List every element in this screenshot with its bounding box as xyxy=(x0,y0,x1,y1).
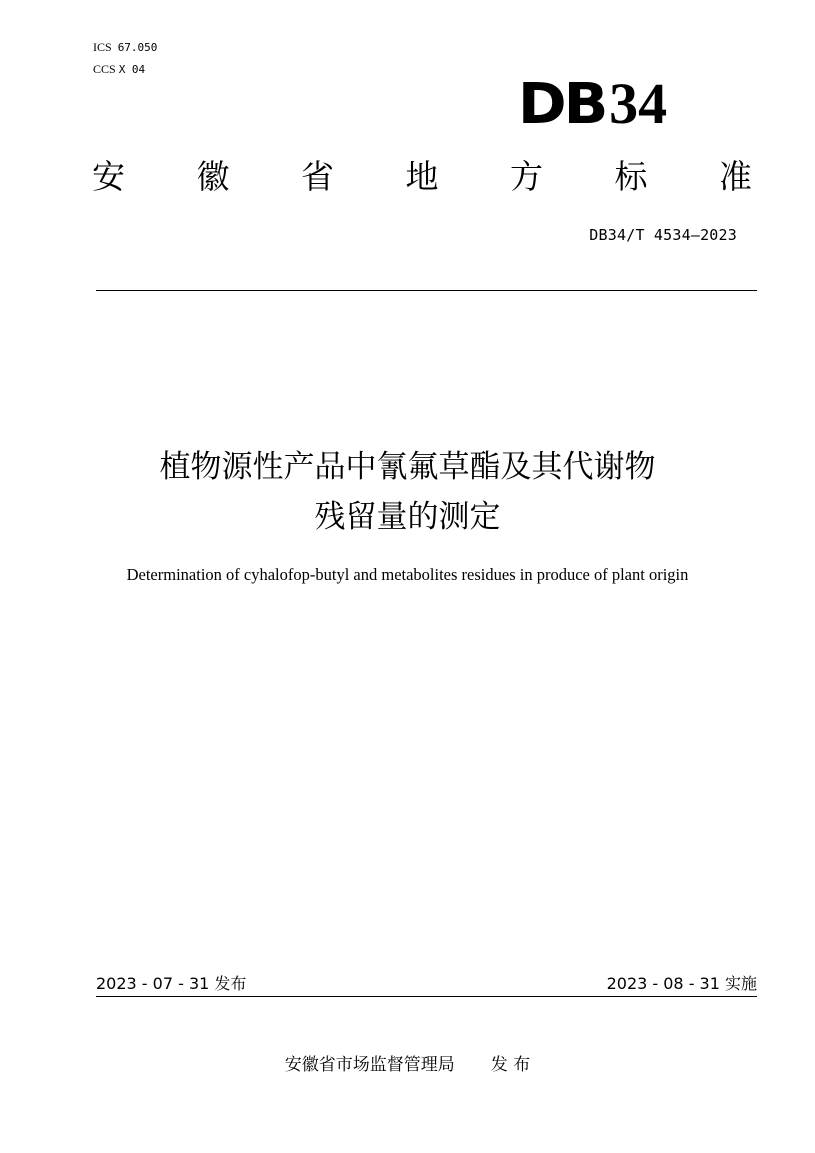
title-zh-line1: 植物源性产品中氰氟草酯及其代谢物 xyxy=(159,449,656,485)
document-title-en: Determination of cyhalofop-butyl and metabolites residues in produce of plant origin xyxy=(126,565,689,584)
logo-number: 34 xyxy=(609,71,668,136)
document-title-zh xyxy=(0,442,815,542)
issue-date: 2023 - 07 - 31 发布 xyxy=(96,974,247,993)
standard-type-char: 方 xyxy=(510,157,543,196)
publisher-line xyxy=(0,1054,815,1076)
ccs-classification xyxy=(93,62,145,77)
ccs-label: CCS xyxy=(93,62,116,76)
standard-type-char: 准 xyxy=(719,157,752,196)
standard-type-char: 徽 xyxy=(196,157,230,196)
ccs-code: X 04 xyxy=(118,63,146,76)
standard-type-char: 省 xyxy=(301,157,334,196)
db34-logo xyxy=(517,71,668,137)
title-zh-line2: 残留量的测定 xyxy=(314,499,501,535)
ics-classification xyxy=(93,40,157,55)
standard-type-char: 安 xyxy=(92,157,125,196)
top-divider xyxy=(96,290,757,291)
standard-type-char: 地 xyxy=(405,157,439,196)
publish-action: 发 布 xyxy=(490,1055,531,1075)
publisher-name: 安徽省市场监督管理局 xyxy=(284,1055,455,1075)
standard-type-title xyxy=(92,154,752,200)
standard-number: DB34/T 4534—2023 xyxy=(589,226,737,244)
ics-code: 67.050 xyxy=(117,41,158,54)
ics-label: ICS xyxy=(93,40,112,54)
standard-type-char: 标 xyxy=(614,157,648,196)
implementation-date: 2023 - 08 - 31 实施 xyxy=(606,974,757,993)
logo-prefix: DB xyxy=(517,72,606,137)
bottom-divider xyxy=(96,996,757,997)
